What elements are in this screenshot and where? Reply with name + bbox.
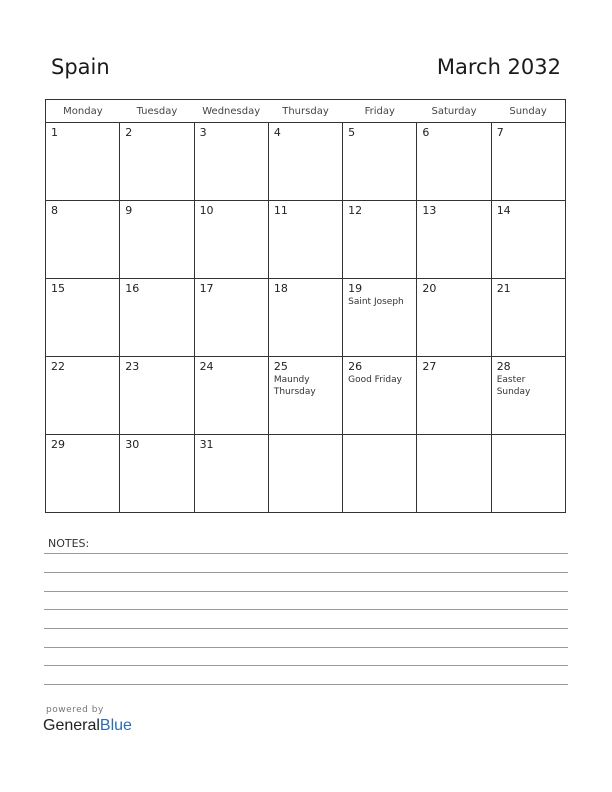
- calendar-week-row: [46, 123, 566, 201]
- day-number: 24: [199, 360, 214, 373]
- calendar-day-cell: [120, 123, 194, 201]
- calendar-day-cell: [343, 201, 417, 279]
- day-number: 27: [422, 360, 437, 373]
- calendar-day-cell: [46, 201, 120, 279]
- day-number: 7: [496, 126, 504, 139]
- day-number: 22: [51, 360, 65, 373]
- calendar-day-cell: [491, 435, 565, 513]
- calendar-day-cell: [417, 123, 491, 201]
- calendar-day-cell: [491, 123, 565, 201]
- day-number: 17: [199, 282, 214, 295]
- day-number: 4: [273, 126, 281, 139]
- day-number: 3: [199, 126, 207, 139]
- weekday-header: Wednesday: [194, 100, 268, 123]
- note-line: [44, 628, 568, 629]
- calendar-day-cell: [46, 357, 120, 435]
- notes-label: NOTES:: [48, 537, 90, 550]
- calendar-week-row: [46, 201, 566, 279]
- calendar-day-cell: [120, 201, 194, 279]
- calendar-day-cell: [268, 435, 342, 513]
- day-number: 15: [51, 282, 65, 295]
- calendar-day-cell: [268, 279, 342, 357]
- calendar-day-cell: [343, 123, 417, 201]
- holiday-label: Good Friday: [348, 375, 402, 385]
- country-title: Spain: [51, 55, 110, 79]
- calendar-day-cell: [343, 279, 417, 357]
- holiday-label: Easter Sunday: [496, 375, 531, 397]
- note-line: [44, 609, 568, 610]
- day-number: 20: [422, 282, 437, 295]
- note-line: [44, 572, 568, 573]
- day-number: 28: [496, 360, 511, 373]
- calendar-day-cell: [46, 435, 120, 513]
- calendar-day-cell: [194, 435, 268, 513]
- day-number: 21: [496, 282, 511, 295]
- day-number: 23: [125, 360, 140, 373]
- day-number: 16: [125, 282, 140, 295]
- generalblue-logo: [43, 717, 132, 735]
- day-number: 5: [348, 126, 356, 139]
- calendar-day-cell: [194, 201, 268, 279]
- logo-general: General: [43, 717, 100, 734]
- calendar-day-cell: [417, 357, 491, 435]
- powered-by-text: powered by: [46, 705, 104, 715]
- calendar-day-cell: [417, 201, 491, 279]
- day-number: 25: [273, 360, 288, 373]
- day-number: 9: [125, 204, 133, 217]
- calendar-body: [46, 123, 566, 513]
- holiday-label: Maundy Thursday: [273, 375, 316, 397]
- calendar-day-cell: [194, 279, 268, 357]
- day-number: 8: [51, 204, 58, 217]
- weekday-header-row: [46, 100, 566, 123]
- day-number: 10: [199, 204, 214, 217]
- calendar-day-cell: [268, 201, 342, 279]
- month-title: March 2032: [436, 55, 561, 79]
- day-number: 6: [422, 126, 430, 139]
- day-number: 11: [273, 204, 288, 217]
- calendar-day-cell: [194, 123, 268, 201]
- calendar-day-cell: [120, 435, 194, 513]
- note-line: [44, 591, 568, 592]
- note-line: [44, 647, 568, 648]
- day-number: 18: [273, 282, 288, 295]
- holiday-label: Saint Joseph: [348, 297, 404, 307]
- day-number: 14: [496, 204, 511, 217]
- calendar-day-cell: [120, 357, 194, 435]
- weekday-header: Monday: [46, 100, 120, 123]
- calendar-day-cell: [194, 357, 268, 435]
- day-number: 19: [348, 282, 363, 295]
- day-number: 13: [422, 204, 437, 217]
- calendar-day-cell: [343, 357, 417, 435]
- weekday-header: Saturday: [417, 100, 491, 123]
- day-number: 1: [51, 126, 58, 139]
- note-line: [44, 684, 568, 685]
- calendar-week-row: [46, 435, 566, 513]
- weekday-header: Friday: [343, 100, 417, 123]
- calendar-day-cell: [46, 279, 120, 357]
- day-number: 29: [51, 438, 65, 451]
- day-number: 30: [125, 438, 140, 451]
- calendar-day-cell: [120, 279, 194, 357]
- weekday-header: Sunday: [491, 100, 565, 123]
- calendar-day-cell: [491, 201, 565, 279]
- calendar-grid: [45, 99, 566, 513]
- calendar-day-cell: [268, 123, 342, 201]
- calendar-day-cell: [417, 435, 491, 513]
- calendar-day-cell: [268, 357, 342, 435]
- calendar-day-cell: [491, 279, 565, 357]
- calendar-day-cell: [491, 357, 565, 435]
- day-number: 26: [348, 360, 363, 373]
- calendar-day-cell: [343, 435, 417, 513]
- weekday-header: Tuesday: [120, 100, 194, 123]
- calendar-week-row: [46, 357, 566, 435]
- day-number: 31: [199, 438, 214, 451]
- note-line: [44, 553, 568, 554]
- calendar-day-cell: [46, 123, 120, 201]
- weekday-header: Thursday: [268, 100, 342, 123]
- note-line: [44, 665, 568, 666]
- day-number: 2: [125, 126, 133, 139]
- day-number: 12: [348, 204, 363, 217]
- calendar-day-cell: [417, 279, 491, 357]
- logo-blue: Blue: [99, 717, 132, 734]
- calendar-week-row: [46, 279, 566, 357]
